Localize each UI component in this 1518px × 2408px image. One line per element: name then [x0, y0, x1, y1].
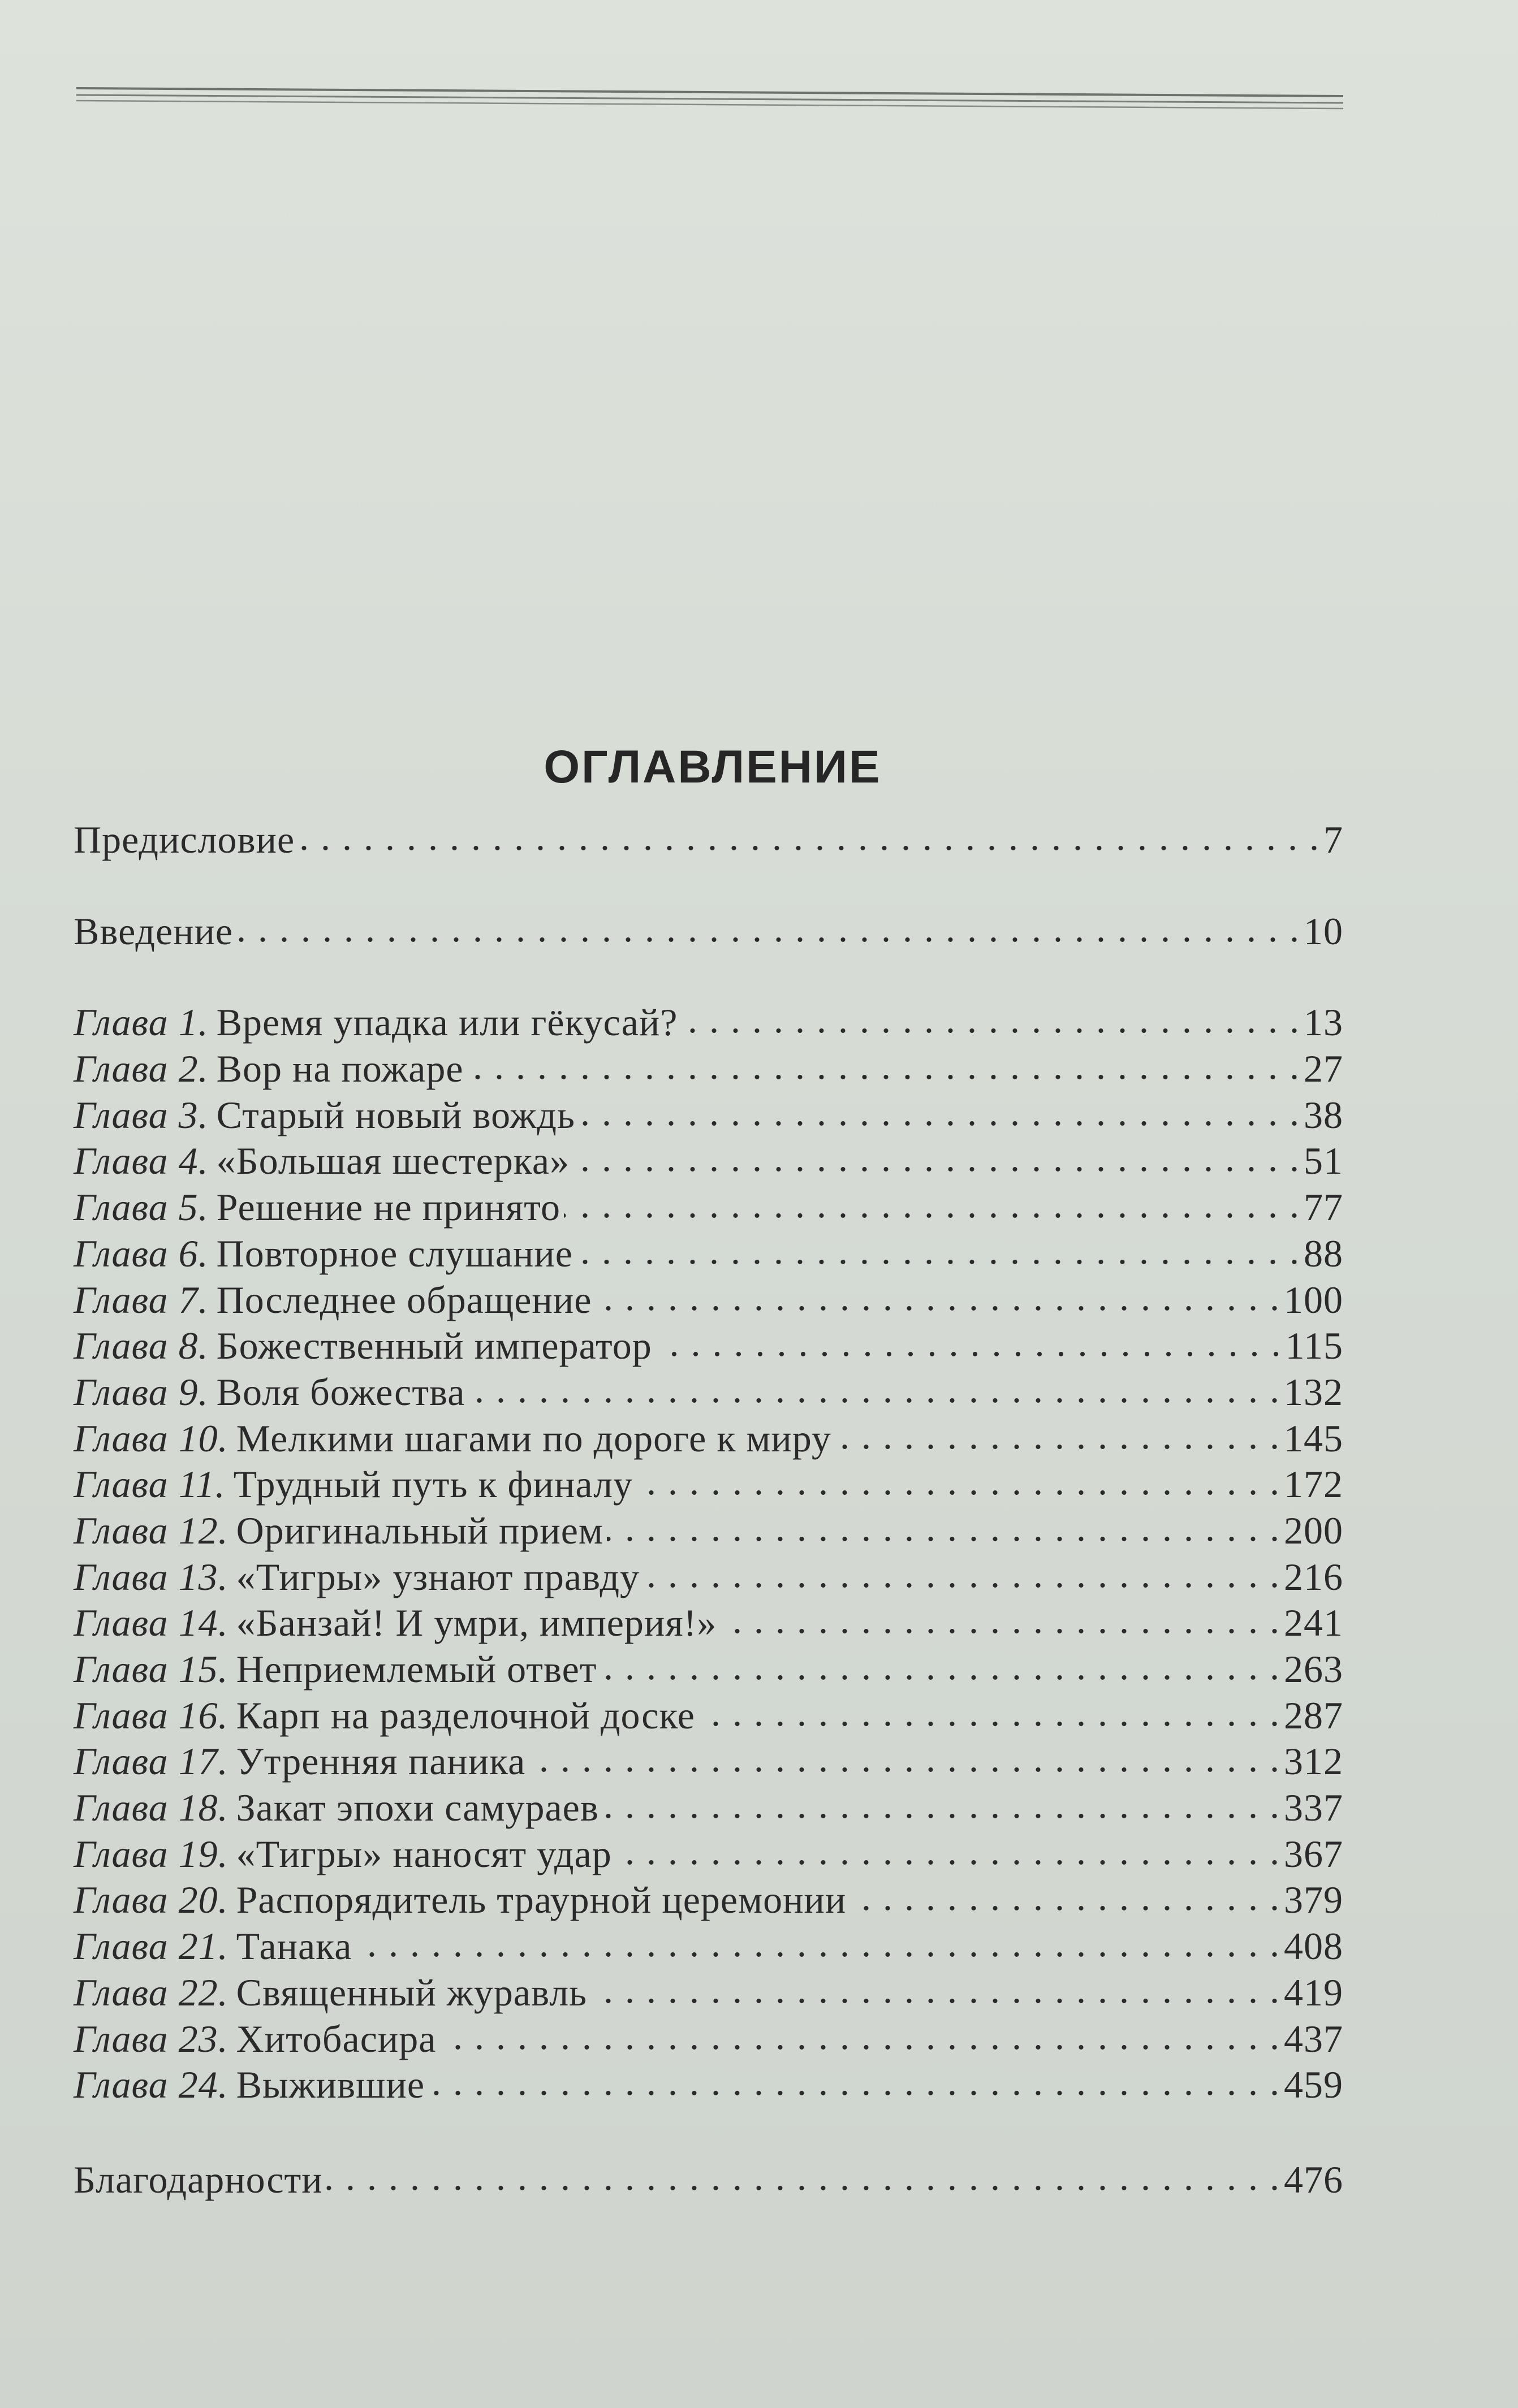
entry-page: 287	[1284, 1693, 1343, 1737]
entry-page: 408	[1284, 1925, 1343, 1968]
chapter-prefix: Глава 14.	[74, 1601, 228, 1645]
entry-title: Решение не принято	[216, 1186, 561, 1229]
chapter-prefix: Глава 19.	[74, 1832, 228, 1875]
dot-leader	[698, 1690, 1280, 1728]
entry-page: 10	[1304, 909, 1343, 953]
chapter-prefix: Глава 11.	[74, 1463, 226, 1506]
entry-title: «Тигры» узнают правду	[236, 1555, 640, 1598]
toc-entry-acknowledgements	[74, 2154, 1343, 2201]
dot-leader	[326, 2154, 1280, 2193]
entry-page: 263	[1284, 1648, 1343, 1691]
chapter-prefix: Глава 3.	[74, 1093, 209, 1136]
chapter-prefix: Глава 12.	[74, 1508, 228, 1552]
dot-leader	[720, 1597, 1280, 1636]
entry-page: 241	[1284, 1601, 1343, 1645]
chapter-prefix: Глава 8.	[74, 1324, 209, 1368]
entry-page: 367	[1284, 1832, 1343, 1875]
entry-page: 216	[1284, 1555, 1343, 1598]
dot-leader	[467, 1043, 1300, 1082]
entry-title: Выжившие	[236, 2063, 425, 2107]
dot-leader	[681, 997, 1300, 1035]
chapter-prefix: Глава 22.	[74, 1970, 228, 2014]
entry-title: Вор на пожаре	[216, 1047, 464, 1091]
toc-entry-chapter	[74, 1182, 1343, 1228]
dot-leader	[576, 1228, 1300, 1266]
entry-page: 77	[1304, 1186, 1343, 1229]
entry-title: Танака	[236, 1925, 352, 1968]
chapter-prefix: Глава 10.	[74, 1416, 228, 1460]
chapter-prefix: Глава 2.	[74, 1047, 209, 1091]
chapter-prefix: Глава 24.	[74, 2063, 228, 2107]
chapter-prefix: Глава 17.	[74, 1740, 228, 1783]
toc-entry-chapter	[74, 1320, 1343, 1367]
toc-entry-chapter	[74, 1828, 1343, 1875]
toc-entry-chapter	[74, 1644, 1343, 1690]
entry-title: Введение	[74, 909, 234, 953]
toc-entry-chapter	[74, 1551, 1343, 1598]
chapter-prefix: Глава 23.	[74, 2017, 228, 2060]
header-rule-ornament	[76, 78, 1343, 112]
dot-leader	[439, 2013, 1280, 2052]
entry-page: 312	[1284, 1740, 1343, 1783]
dot-leader	[468, 1367, 1280, 1405]
chapter-prefix: Глава 5.	[74, 1186, 209, 1229]
toc-entry-chapter	[74, 2059, 1343, 2106]
entry-title: Хитобасира	[236, 2017, 437, 2060]
chapter-prefix: Глава 6.	[74, 1231, 209, 1275]
dot-leader	[236, 906, 1300, 944]
toc-entry-chapter	[74, 1090, 1343, 1136]
entry-page: 379	[1284, 1878, 1343, 1922]
toc-entry-chapter	[74, 1782, 1343, 1828]
entry-title: Благодарности	[74, 2158, 323, 2201]
dot-leader	[636, 1459, 1280, 1497]
dot-leader	[615, 1828, 1280, 1867]
toc-entry-chapter	[74, 1043, 1343, 1090]
toc-entry-chapter	[74, 1135, 1343, 1182]
entry-title: Повторное слушание	[216, 1231, 573, 1275]
entry-page: 145	[1284, 1416, 1343, 1460]
entry-title: Предисловие	[74, 818, 295, 861]
entry-page: 7	[1323, 818, 1343, 861]
entry-page: 115	[1285, 1324, 1343, 1368]
dot-leader	[607, 1505, 1280, 1544]
entry-title: «Банзай! И умри, империя!»	[236, 1601, 717, 1645]
chapter-prefix: Глава 15.	[74, 1648, 228, 1691]
toc-entry-chapter	[74, 1228, 1343, 1274]
entry-title: «Тигры» наносят удар	[236, 1832, 612, 1875]
chapter-prefix: Глава 13.	[74, 1555, 228, 1598]
entry-title: Время упадка или гёкусай?	[216, 1001, 678, 1044]
toc-entry-chapter	[74, 1921, 1343, 1967]
dot-leader	[601, 1644, 1280, 1682]
chapter-prefix: Глава 16.	[74, 1693, 228, 1737]
entry-page: 419	[1284, 1970, 1343, 2014]
entry-title: Закат эпохи самураев	[236, 1786, 599, 1830]
dot-leader	[298, 814, 1320, 853]
entry-title: Священный журавль	[236, 1970, 588, 2014]
entry-page: 38	[1304, 1093, 1343, 1136]
entry-page: 476	[1284, 2158, 1343, 2201]
toc-entry-chapter	[74, 1967, 1343, 2013]
toc-entry-chapter	[74, 1736, 1343, 1782]
toc-entry-introduction	[74, 906, 1343, 952]
entry-page: 13	[1304, 1001, 1343, 1044]
dot-leader	[835, 1413, 1280, 1451]
entry-page: 437	[1284, 2017, 1343, 2060]
chapter-prefix: Глава 1.	[74, 1001, 209, 1044]
entry-page: 459	[1284, 2063, 1343, 2107]
dot-leader	[579, 1090, 1300, 1128]
entry-title: Карп на разделочной доске	[236, 1693, 695, 1737]
dot-leader	[595, 1274, 1280, 1313]
toc-entry-chapter	[74, 1367, 1343, 1413]
toc-entry-chapter	[74, 1505, 1343, 1551]
toc-entry-chapter	[74, 1413, 1343, 1459]
toc-entry-chapter	[74, 2013, 1343, 2060]
toc-entry-chapter	[74, 997, 1343, 1043]
entry-title: «Большая шестерка»	[216, 1139, 570, 1183]
dot-leader	[849, 1874, 1280, 1913]
entry-title: Трудный путь к финалу	[233, 1463, 633, 1506]
chapter-prefix: Глава 18.	[74, 1786, 228, 1830]
entry-page: 88	[1304, 1231, 1343, 1275]
dot-leader	[428, 2059, 1280, 2098]
dot-leader	[643, 1551, 1280, 1590]
entry-page: 337	[1284, 1786, 1343, 1830]
chapter-prefix: Глава 21.	[74, 1925, 228, 1968]
toc-entry-chapter	[74, 1690, 1343, 1736]
dot-leader	[590, 1967, 1280, 2005]
dot-leader	[573, 1135, 1300, 1174]
entry-title: Мелкими шагами по дороге к миру	[236, 1416, 831, 1460]
dot-leader	[656, 1320, 1282, 1359]
dot-leader	[355, 1921, 1280, 1959]
entry-page: 51	[1304, 1139, 1343, 1183]
chapter-prefix: Глава 7.	[74, 1278, 209, 1321]
dot-leader	[564, 1182, 1300, 1220]
dot-leader	[602, 1782, 1280, 1821]
toc-entry-chapter	[74, 1459, 1343, 1505]
chapter-prefix: Глава 4.	[74, 1139, 209, 1183]
entry-title: Последнее обращение	[216, 1278, 592, 1321]
entry-page: 172	[1284, 1463, 1343, 1506]
chapter-prefix: Глава 9.	[74, 1370, 209, 1413]
entry-page: 200	[1284, 1508, 1343, 1552]
toc-entry-chapter	[74, 1874, 1343, 1921]
entry-page: 100	[1284, 1278, 1343, 1321]
entry-title: Неприемлемый ответ	[236, 1648, 597, 1691]
entry-title: Оригинальный прием	[236, 1508, 603, 1552]
toc-entry-preface	[74, 814, 1343, 861]
entry-title: Божественный император	[216, 1324, 652, 1368]
dot-leader	[529, 1736, 1280, 1774]
chapter-prefix: Глава 20.	[74, 1878, 228, 1922]
entry-page: 27	[1304, 1047, 1343, 1091]
entry-title: Распорядитель траурной церемонии	[236, 1878, 847, 1922]
toc-entry-chapter	[74, 1274, 1343, 1321]
toc-entry-chapter	[74, 1597, 1343, 1644]
entry-title: Старый новый вождь	[216, 1093, 575, 1136]
toc-title: ОГЛАВЛЕНИЕ	[544, 741, 882, 793]
toc-list	[74, 814, 1343, 2201]
entry-title: Воля божества	[216, 1370, 465, 1413]
entry-page: 132	[1284, 1370, 1343, 1413]
entry-title: Утренняя паника	[236, 1740, 526, 1783]
